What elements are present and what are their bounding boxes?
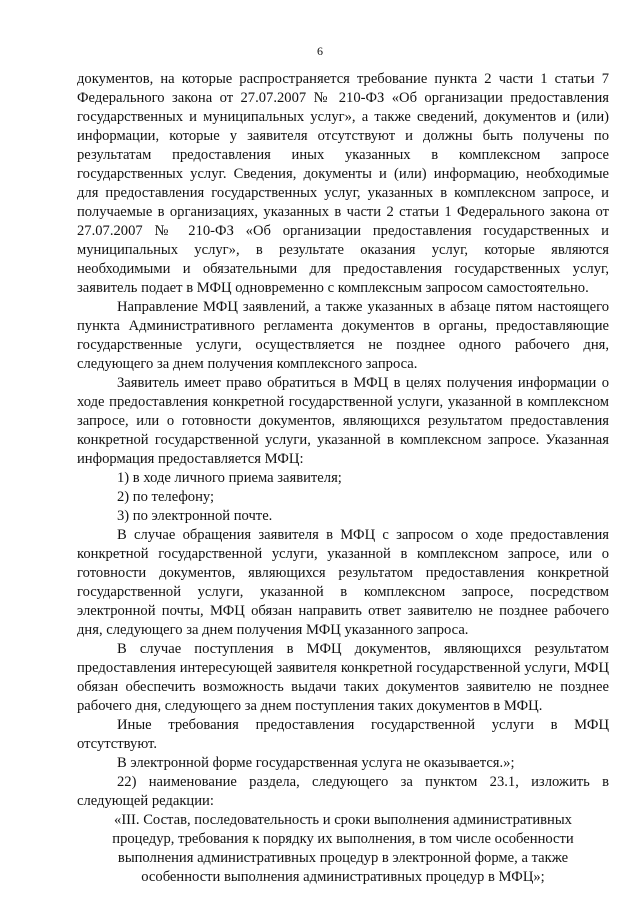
paragraph-documents-received: В случае поступления в МФЦ документов, являющихся результатом предоставления интересующей заявителя конкретной государственной услуги, МФЦ обязан обеспечить возможность выдачи таких документов заявителю не позднее рабочего дня, следующего за днем поступления таких документов в МФЦ. (77, 641, 609, 714)
list-item-personal: 1) в ходе личного приема заявителя; (117, 470, 342, 486)
list-item-email: 3) по электронной почте. (117, 508, 273, 524)
paragraph-continuation: документов, на которые распространяется требование пункта 2 части 1 статьи 7 Федерального закона от 27.07.2007 № 210-ФЗ «Об организации предоставления государственных и муниципальных услуг», а также сведений, документов и (или) информации, которые у заявителя отсутствуют и должны быть получены по результатам предоставления иных указанных в комплексном запросе государственных услуг. Сведения, документы и (или) информацию, необходимые для предоставления государственных услуг, указанных в комплексном запросе, и получаемые в организациях, указанных в части 2 статьи 1 Федерального закона от 27.07.2007 № 210-ФЗ «Об организации предоставления государственных и муниципальных услуг», в результате оказания услуг, которые являются необходимыми и обязательными для предоставления государственных услуг, заявитель подает в МФЦ одновременно с комплексным запросом самостоятельно. (77, 71, 609, 296)
section-title-quote: «III. Состав, последовательность и сроки выполнения административных процедур, требования к порядку их выполнения, в том числе особенности выполнения административных процедур в электронной форме, а также особенности выполнения административных процедур в МФЦ»; (112, 812, 574, 885)
paragraph-electronic-form: В электронной форме государственная услуга не оказывается.»; (117, 755, 515, 771)
list-item-phone: 2) по телефону; (117, 489, 215, 505)
page-number: 6 (317, 44, 323, 58)
paragraph-amendment-22: 22) наименование раздела, следующего за пунктом 23.1, изложить в следующей редакции: (77, 774, 609, 809)
paragraph-applicant-rights: Заявитель имеет право обратиться в МФЦ в целях получения информации о ходе предоставления конкретной государственной услуги, указанной в комплексном запросе, или о готовности документов, являющихся результатом предоставления конкретной государственной услуги, указанной в комплексном запросе. Указанная информация предоставляется МФЦ: (77, 375, 609, 467)
paragraph-mfc-forwarding: Направление МФЦ заявлений, а также указанных в абзаце пятом настоящего пункта Административного регламента документов в органы, предоставляющие государственные услуги, осуществляется не позднее одного рабочего дня, следующего за днем получения комплексного запроса. (77, 299, 609, 372)
paragraph-email-request: В случае обращения заявителя в МФЦ с запросом о ходе предоставления конкретной государственной услуги, указанной в комплексном запросе, или о готовности документов, являющихся результатом предоставления конкретной государственной услуги, указанной в комплексном запросе, посредством электронной почты, МФЦ обязан направить ответ заявителю не позднее рабочего дня, следующего за днем получения МФЦ указанного запроса. (77, 527, 609, 638)
paragraph-other-requirements: Иные требования предоставления государственной услуги в МФЦ отсутствуют. (77, 717, 609, 752)
document-body (77, 70, 609, 887)
